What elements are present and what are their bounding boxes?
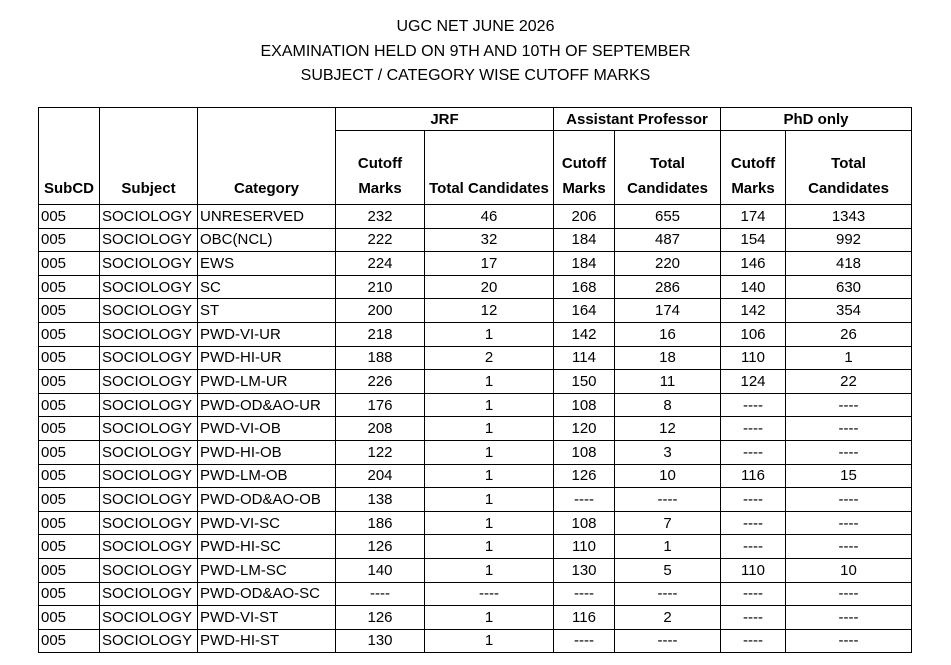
cell-jrf-cutoff: 130 [336,629,425,653]
cell-ap-cutoff: 108 [554,440,615,464]
table-row [39,558,912,582]
cell-ap-cutoff: 130 [554,558,615,582]
cell-ap-cutoff: ---- [554,488,615,512]
table-row [39,606,912,630]
cell-category: PWD-HI-SC [198,535,336,559]
cell-jrf-cutoff: 218 [336,322,425,346]
cell-ap-total: 220 [615,252,721,276]
cell-phd-cutoff: ---- [721,488,786,512]
cell-phd-cutoff: ---- [721,535,786,559]
cell-phd-cutoff: 116 [721,464,786,488]
cell-ap-total: 3 [615,440,721,464]
cell-subject: SOCIOLOGY [100,488,198,512]
cell-subcd: 005 [39,346,100,370]
header-group-assistant-professor: Assistant Professor [554,108,721,131]
cell-ap-cutoff: 108 [554,393,615,417]
cell-subcd: 005 [39,606,100,630]
cell-phd-cutoff: 106 [721,322,786,346]
table-row [39,205,912,229]
table-body [39,205,912,653]
table-row [39,535,912,559]
cell-ap-total: 487 [615,228,721,252]
cell-jrf-cutoff: 140 [336,558,425,582]
header-phd-total-line2: Candidates [808,180,889,197]
cell-jrf-total: 12 [425,299,554,323]
cell-subcd: 005 [39,370,100,394]
cell-category: ST [198,299,336,323]
header-phd-cutoff-line2: Marks [731,180,775,197]
cell-subcd: 005 [39,558,100,582]
header-phd-cutoff [721,131,786,205]
cell-jrf-total: 1 [425,629,554,653]
cutoff-table [38,107,912,653]
cell-phd-cutoff: 174 [721,205,786,229]
cell-jrf-cutoff: 126 [336,606,425,630]
cell-jrf-total: 1 [425,322,554,346]
table-row [39,299,912,323]
cell-ap-cutoff: ---- [554,629,615,653]
cell-phd-cutoff: 142 [721,299,786,323]
table-row [39,417,912,441]
cell-subject: SOCIOLOGY [100,558,198,582]
header-jrf-cutoff-line1: Cutoff [357,155,403,172]
cell-phd-total: 10 [786,558,912,582]
cell-phd-total: ---- [786,535,912,559]
cell-ap-total: 7 [615,511,721,535]
table-row [39,582,912,606]
cell-subcd: 005 [39,488,100,512]
cell-ap-cutoff: 108 [554,511,615,535]
cell-subject: SOCIOLOGY [100,440,198,464]
table-row [39,511,912,535]
cell-ap-total: 18 [615,346,721,370]
header-ap-cutoff-line1: Cutoff [561,155,607,172]
cell-jrf-cutoff: 204 [336,464,425,488]
table-row [39,464,912,488]
cell-subcd: 005 [39,299,100,323]
cell-ap-total: 286 [615,275,721,299]
cell-category: PWD-VI-OB [198,417,336,441]
cell-category: PWD-OD&AO-OB [198,488,336,512]
cell-jrf-total: 17 [425,252,554,276]
document-title: UGC NET JUNE 2026 [396,18,555,35]
cell-ap-total: 5 [615,558,721,582]
cell-subcd: 005 [39,535,100,559]
cell-phd-cutoff: 110 [721,558,786,582]
cell-jrf-total: 20 [425,275,554,299]
cell-ap-total: 174 [615,299,721,323]
cell-jrf-total: 1 [425,440,554,464]
cell-jrf-cutoff: 232 [336,205,425,229]
cell-ap-cutoff: 184 [554,228,615,252]
cell-phd-cutoff: 110 [721,346,786,370]
cell-jrf-cutoff: 210 [336,275,425,299]
cell-subcd: 005 [39,252,100,276]
cell-ap-total: 8 [615,393,721,417]
header-phd-cutoff-line1: Cutoff [730,155,776,172]
cell-phd-total: ---- [786,393,912,417]
cell-ap-total: 655 [615,205,721,229]
cell-subcd: 005 [39,629,100,653]
cell-jrf-total: 1 [425,393,554,417]
cell-ap-cutoff: 206 [554,205,615,229]
cell-category: PWD-HI-UR [198,346,336,370]
cell-jrf-total: 1 [425,488,554,512]
cell-ap-cutoff: 114 [554,346,615,370]
cell-jrf-total: ---- [425,582,554,606]
cell-jrf-total: 1 [425,511,554,535]
cell-ap-total: 10 [615,464,721,488]
cell-ap-cutoff: 184 [554,252,615,276]
cell-phd-total: 630 [786,275,912,299]
cell-phd-total: 22 [786,370,912,394]
cell-subcd: 005 [39,582,100,606]
cell-category: PWD-OD&AO-UR [198,393,336,417]
header-ap-total [615,131,721,205]
table-row [39,346,912,370]
cell-ap-cutoff: 164 [554,299,615,323]
header-category: Category [198,131,336,205]
cell-ap-cutoff: 116 [554,606,615,630]
cell-subcd: 005 [39,417,100,441]
cell-subject: SOCIOLOGY [100,299,198,323]
cell-subject: SOCIOLOGY [100,511,198,535]
cell-ap-total: 16 [615,322,721,346]
cell-phd-cutoff: ---- [721,440,786,464]
cell-subject: SOCIOLOGY [100,464,198,488]
cell-category: PWD-HI-ST [198,629,336,653]
cell-jrf-cutoff: 208 [336,417,425,441]
cell-ap-total: 2 [615,606,721,630]
cell-ap-total: ---- [615,629,721,653]
cell-ap-cutoff: ---- [554,582,615,606]
table-row [39,252,912,276]
cell-ap-total: 11 [615,370,721,394]
table-row [39,393,912,417]
header-blank [100,108,198,131]
cell-ap-cutoff: 168 [554,275,615,299]
cell-jrf-cutoff: 226 [336,370,425,394]
cell-phd-total: ---- [786,606,912,630]
cell-jrf-cutoff: ---- [336,582,425,606]
cell-category: PWD-LM-OB [198,464,336,488]
cell-phd-total: ---- [786,629,912,653]
cell-category: PWD-LM-UR [198,370,336,394]
cell-jrf-cutoff: 126 [336,535,425,559]
table-row [39,322,912,346]
cell-phd-cutoff: ---- [721,582,786,606]
cell-phd-total: ---- [786,440,912,464]
document-subtitle: EXAMINATION HELD ON 9TH AND 10TH OF SEPTEMBER [260,43,691,60]
cell-category: PWD-VI-SC [198,511,336,535]
cell-ap-cutoff: 142 [554,322,615,346]
cell-ap-cutoff: 120 [554,417,615,441]
cell-jrf-total: 1 [425,535,554,559]
cell-phd-total: ---- [786,488,912,512]
cell-subject: SOCIOLOGY [100,582,198,606]
header-subcd: SubCD [39,131,100,205]
cell-phd-cutoff: 124 [721,370,786,394]
cell-jrf-cutoff: 138 [336,488,425,512]
cell-jrf-total: 1 [425,417,554,441]
cell-ap-total: 12 [615,417,721,441]
cell-jrf-cutoff: 122 [336,440,425,464]
cell-phd-total: 354 [786,299,912,323]
header-jrf-cutoff [336,131,425,205]
cell-category: PWD-VI-ST [198,606,336,630]
cell-jrf-cutoff: 188 [336,346,425,370]
cell-phd-total: ---- [786,417,912,441]
cell-phd-total: 15 [786,464,912,488]
cell-jrf-total: 46 [425,205,554,229]
cell-phd-total: 1 [786,346,912,370]
table-row [39,629,912,653]
header-group-phd-only: PhD only [721,108,912,131]
cell-ap-cutoff: 126 [554,464,615,488]
cell-ap-total: ---- [615,488,721,512]
cell-ap-total: 1 [615,535,721,559]
cell-jrf-total: 32 [425,228,554,252]
cell-jrf-total: 1 [425,558,554,582]
header-ap-total-line2: Candidates [627,180,708,197]
cell-subject: SOCIOLOGY [100,393,198,417]
cell-phd-cutoff: 140 [721,275,786,299]
cell-phd-cutoff: ---- [721,606,786,630]
cell-jrf-cutoff: 186 [336,511,425,535]
cell-subject: SOCIOLOGY [100,629,198,653]
table-row [39,228,912,252]
cell-ap-cutoff: 150 [554,370,615,394]
cell-category: UNRESERVED [198,205,336,229]
header-blank [198,108,336,131]
table-row [39,440,912,464]
cell-category: SC [198,275,336,299]
table-row [39,370,912,394]
cell-phd-total: 1343 [786,205,912,229]
cell-subject: SOCIOLOGY [100,417,198,441]
cell-jrf-cutoff: 224 [336,252,425,276]
cell-category: PWD-VI-UR [198,322,336,346]
cell-phd-total: ---- [786,511,912,535]
cell-subcd: 005 [39,511,100,535]
cell-jrf-total: 1 [425,464,554,488]
cell-subcd: 005 [39,464,100,488]
cell-jrf-cutoff: 200 [336,299,425,323]
cell-phd-total: 418 [786,252,912,276]
cell-subject: SOCIOLOGY [100,370,198,394]
cell-subcd: 005 [39,275,100,299]
cell-phd-total: ---- [786,582,912,606]
cell-subject: SOCIOLOGY [100,275,198,299]
cell-jrf-total: 2 [425,346,554,370]
cell-jrf-cutoff: 222 [336,228,425,252]
cell-subject: SOCIOLOGY [100,322,198,346]
cell-jrf-cutoff: 176 [336,393,425,417]
cell-phd-cutoff: 154 [721,228,786,252]
header-phd-total [786,131,912,205]
cell-phd-cutoff: ---- [721,393,786,417]
cell-subject: SOCIOLOGY [100,205,198,229]
cell-subject: SOCIOLOGY [100,535,198,559]
cell-subcd: 005 [39,228,100,252]
cell-ap-cutoff: 110 [554,535,615,559]
cell-subject: SOCIOLOGY [100,228,198,252]
cell-subcd: 005 [39,205,100,229]
cell-phd-cutoff: ---- [721,629,786,653]
table-row [39,275,912,299]
header-blank [39,108,100,131]
header-ap-cutoff-line2: Marks [562,180,606,197]
cell-phd-total: 992 [786,228,912,252]
cell-subject: SOCIOLOGY [100,606,198,630]
cell-category: PWD-LM-SC [198,558,336,582]
header-jrf-cutoff-line2: Marks [358,180,402,197]
cell-phd-cutoff: ---- [721,511,786,535]
header-ap-total-line1: Total [650,155,685,172]
header-ap-cutoff [554,131,615,205]
cell-subcd: 005 [39,440,100,464]
cell-subcd: 005 [39,322,100,346]
cell-phd-cutoff: 146 [721,252,786,276]
cell-category: PWD-OD&AO-SC [198,582,336,606]
document-subtitle-2: SUBJECT / CATEGORY WISE CUTOFF MARKS [300,67,651,84]
cell-subcd: 005 [39,393,100,417]
header-group-jrf: JRF [336,108,554,131]
cell-category: PWD-HI-OB [198,440,336,464]
cell-phd-cutoff: ---- [721,417,786,441]
header-subject: Subject [100,131,198,205]
header-jrf-total: Total Candidates [425,131,554,205]
cell-phd-total: 26 [786,322,912,346]
cell-subject: SOCIOLOGY [100,252,198,276]
cell-category: EWS [198,252,336,276]
cell-jrf-total: 1 [425,370,554,394]
cell-category: OBC(NCL) [198,228,336,252]
cell-subject: SOCIOLOGY [100,346,198,370]
cell-jrf-total: 1 [425,606,554,630]
header-phd-total-line1: Total [831,155,866,172]
table-row [39,488,912,512]
cell-ap-total: ---- [615,582,721,606]
